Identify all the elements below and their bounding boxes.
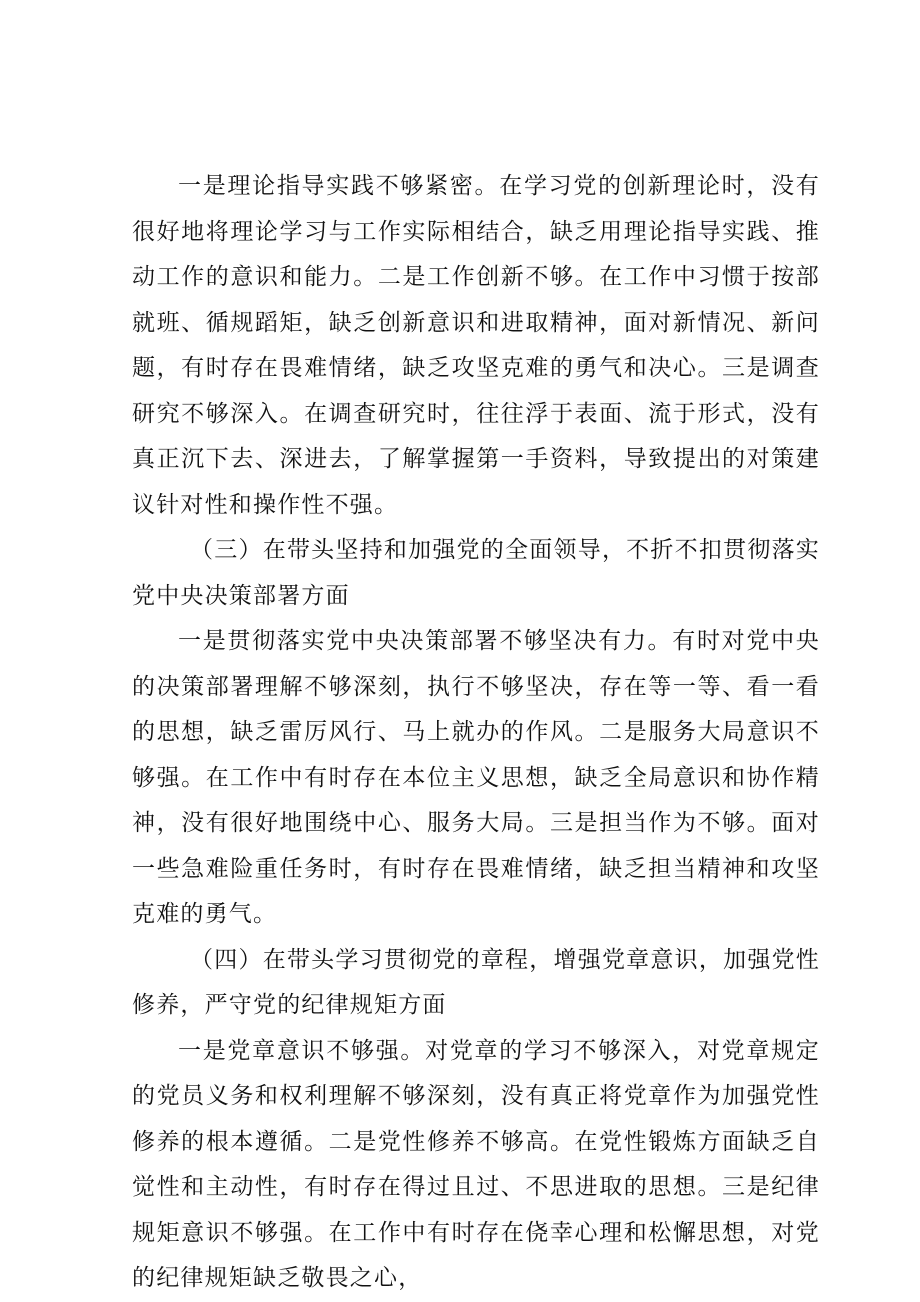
section-heading: （四）在带头学习贯彻党的章程，增强党章意识，加强党性修养，严守党的纪律规矩方面 bbox=[132, 946, 820, 1018]
body-paragraph: 一是党章意识不够强。对党章的学习不够深入，对党章规定的党员义务和权利理解不够深刻，没有真正将党章作为加强党性修养的根本遵循。二是党性修养不够高。在党性锻炼方面缺乏自觉性和主动性，有时存在得过且过、不思进取的思想。三是纪律规矩意识不够强。在工作中有时存在侥幸心理和松懈思想，对党的纪律规矩缺乏敬畏之心， bbox=[132, 1037, 820, 1291]
section-heading: （三）在带头坚持和加强党的全面领导，不折不扣贯彻落实党中央决策部署方面 bbox=[132, 537, 820, 609]
body-paragraph: 一是贯彻落实党中央决策部署不够坚决有力。有时对党中央的决策部署理解不够深刻，执行不够坚决，存在等一等、看一看的思想，缺乏雷厉风行、马上就办的作风。二是服务大局意识不够强。在工作中有时存在本位主义思想，缺乏全局意识和协作精神，没有很好地围绕中心、服务大局。三是担当作为不够。面对一些急难险重任务时，有时存在畏难情绪，缺乏担当精神和攻坚克难的勇气。 bbox=[132, 628, 820, 927]
body-paragraph: 一是理论指导实践不够紧密。在学习党的创新理论时，没有很好地将理论学习与工作实际相结合，缺乏用理论指导实践、推动工作的意识和能力。二是工作创新不够。在工作中习惯于按部就班、循规蹈矩，缺乏创新意识和进取精神，面对新情况、新问题，有时存在畏难情绪，缺乏攻坚克难的勇气和决心。三是调查研究不够深入。在调查研究时，往往浮于表面、流于形式，没有真正沉下去、深进去，了解掌握第一手资料，导致提出的对策建议针对性和操作性不强。 bbox=[132, 173, 820, 518]
document-body bbox=[132, 164, 820, 1302]
